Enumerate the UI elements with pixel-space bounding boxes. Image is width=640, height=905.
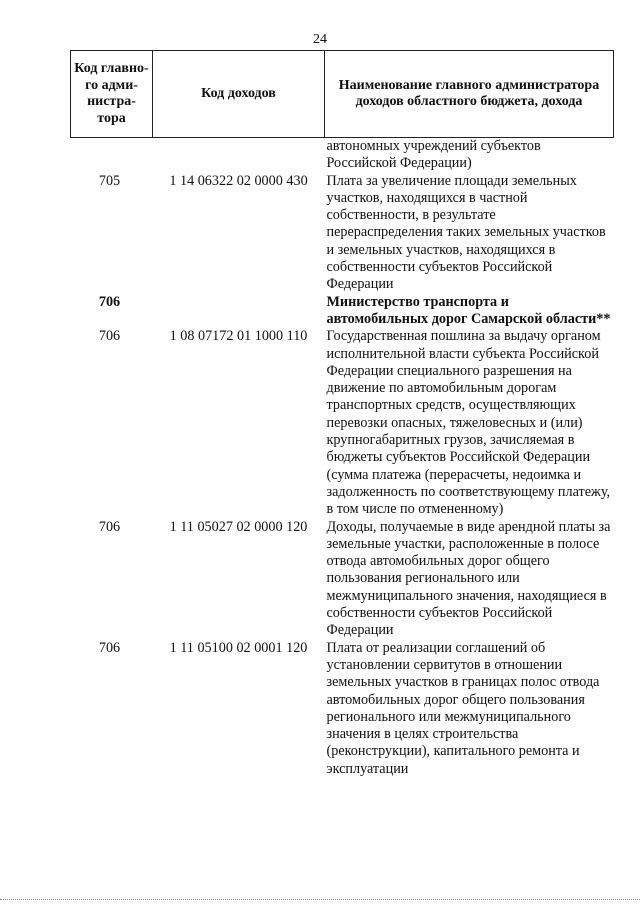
income-code-cell: 1 14 06322 02 0000 430	[169, 172, 308, 189]
income-code-cell	[153, 294, 325, 329]
name-cell: Плата от реализации соглашений об установлении сервитутов в отношении земельных участков в границах полос отвода автомобильных дорог общего пользования регионального или межмуниципального значения в целях строительства (реконструкции), капитального ремонта и эксплуатации	[326, 639, 600, 777]
name-cell: Доходы, получаемые в виде арендной платы за земельные участки, расположенные в полосе отвода автомобильных дорог общего пользования регионального или межмуниципального значения, находящиеся в собственности субъектов Российской Федерации	[326, 518, 611, 639]
income-code-cell: 1 11 05027 02 0000 120	[169, 518, 308, 535]
page-number: 24	[313, 32, 327, 47]
table-header-row	[71, 51, 614, 138]
admin-code-cell: 705	[98, 172, 121, 189]
header-name: Наименование главного администратора доходов областного бюджета, дохода	[325, 51, 614, 138]
admin-code-cell: 706	[98, 328, 121, 345]
header-income-code: Код доходов	[153, 51, 325, 138]
table-row	[71, 294, 614, 329]
table-row	[71, 640, 614, 778]
table-row	[71, 328, 614, 518]
income-code-cell	[153, 138, 325, 173]
admin-code-cell	[71, 138, 153, 173]
admin-code-cell: 706	[98, 639, 121, 656]
name-cell: Плата за увеличение площади земельных участков, находящихся в частной собственности, в результате перераспределения таких земельных участков и земельных участков, находящихся в собственности субъектов Российской Федерации	[326, 172, 606, 293]
table-row	[71, 138, 614, 173]
name-cell: Государственная пошлина за выдачу органом исполнительной власти субъекта Российской Федерации специального разрешения на движение по автомобильным дорогам транспортных средств, осуществляющих перевозки опасных, тяжеловесных и (или) крупногабаритных грузов, зачисляемая в бюджеты субъектов Российской Федерации (сумма платежа (перерасчеты, недоимка и задолженность по соответствующему платежу, в том числе по отмененному)	[326, 328, 611, 518]
bottom-rule	[0, 899, 640, 900]
table-body	[71, 138, 614, 778]
name-cell: автономных учреждений субъектов Российской Федерации)	[326, 138, 541, 172]
table-row	[71, 519, 614, 640]
income-code-cell: 1 11 05100 02 0001 120	[169, 639, 308, 656]
income-code-cell: 1 08 07172 01 1000 110	[169, 328, 308, 345]
name-cell: Министерство транспорта и автомобильных дорог Самарской области**	[326, 293, 611, 327]
table-row	[71, 173, 614, 294]
header-admin-code: Код главно-го адми-нистра-тора	[71, 51, 153, 138]
admin-code-cell: 706	[98, 518, 121, 535]
revenue-table	[70, 50, 614, 778]
admin-code-cell: 706	[98, 293, 121, 310]
